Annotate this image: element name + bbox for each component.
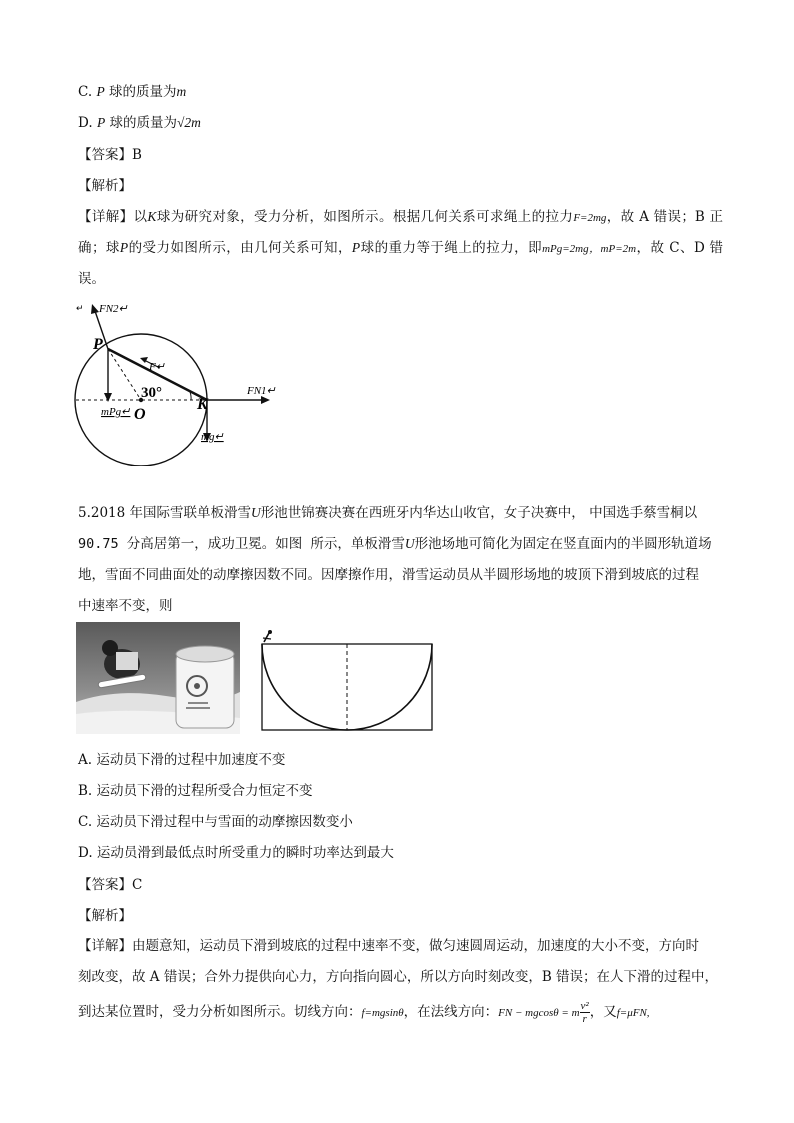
q5-option-c: C. 运动员下滑过程中与雪面的动摩擦因数变小 [78, 814, 353, 830]
label-p: P [93, 336, 103, 353]
q5-detail-line1: 【详解】由题意知，运动员下滑到坡底的过程中速率不变，做匀速圆周运动，加速度的大小不变，方向时 [78, 938, 699, 954]
snowboarder-photo [76, 622, 240, 734]
option-d: D. P 球的质量为√2m [78, 115, 201, 131]
fn2-arrowhead [91, 304, 99, 314]
answer-q5: 【答案】C [78, 877, 143, 893]
fraction-v2-r: $\frac{\text{v²}}{r}$ [580, 1000, 589, 1025]
q5-option-b: B. 运动员下滑的过程所受合力恒定不变 [78, 783, 313, 799]
q5-detail-line3: 到达某位置时，受力分析如图所示。切线方向：f=mgsinθ，在法线方向：FN − mgcosθ = m $\frac{\text{v²}}{r}$ ，又f=μFN, [78, 1000, 650, 1025]
label-fn1: FN1↵ [247, 385, 276, 397]
q5-stem-line2: 90.75 分高居第一，成功卫冕。如图 所示，单板滑雪U形池场地可简化为固定在竖直面内的半圆形轨道场 [78, 536, 712, 552]
force-diagram [70, 296, 290, 466]
q5-detail-line2: 刻改变，故 A 错误；合外力提供向心力，方向指向圆心，所以方向时刻改变，B 错误；在人下滑的过程中， [78, 969, 719, 985]
label-30deg: 30° [141, 385, 162, 401]
angle-arc [190, 392, 191, 400]
q5-stem-line4: 中速率不变，则 [78, 598, 173, 614]
analysis-q4: 【解析】 [78, 178, 132, 194]
detail-q4: 【详解】以K球为研究对象，受力分析，如图所示。根据几何关系可求绳上的拉力F=2mg，故 A 错误；B 正确；球P的受力如图所示，由几何关系可知，P球的重力等于绳上的拉力，即mPg=2mg，mP=2m，故 C、D 错误。 [78, 209, 724, 287]
f-arrowhead [140, 357, 148, 363]
option-c: C. P 球的质量为m [78, 84, 187, 100]
q5-stem-line3: 地，雪面不同曲面处的动摩擦因数不同。因摩擦作用，滑雪运动员从半圆形场地的坡顶下滑到坡底的过程 [78, 567, 699, 583]
q5-option-d: D. 运动员滑到最低点时所受重力的瞬时功率达到最大 [78, 845, 394, 861]
u-pipe-diagram [258, 628, 436, 734]
label-f: F↵ [149, 361, 165, 373]
return-mark: ↵ [76, 303, 84, 313]
label-o: O [134, 406, 146, 423]
answer-q4: 【答案】B [78, 147, 142, 163]
label-k: K [197, 396, 208, 413]
skier-icon [264, 633, 269, 642]
label-mpg: mPg↵ [101, 406, 131, 418]
label-mg: mg↵ [201, 431, 224, 443]
q5-stem-line1: 5.2018 年国际雪联单板滑雪U形池世锦赛决赛在西班牙内华达山收官，女子决赛中， 中国选手蔡雪桐以 [78, 505, 698, 521]
analysis-q5: 【解析】 [78, 908, 132, 924]
fn1-arrowhead [261, 396, 270, 404]
q5-option-a: A. 运动员下滑的过程中加速度不变 [78, 752, 286, 768]
mpg-arrowhead [104, 393, 112, 402]
label-fn2: FN2↵ [99, 303, 128, 315]
